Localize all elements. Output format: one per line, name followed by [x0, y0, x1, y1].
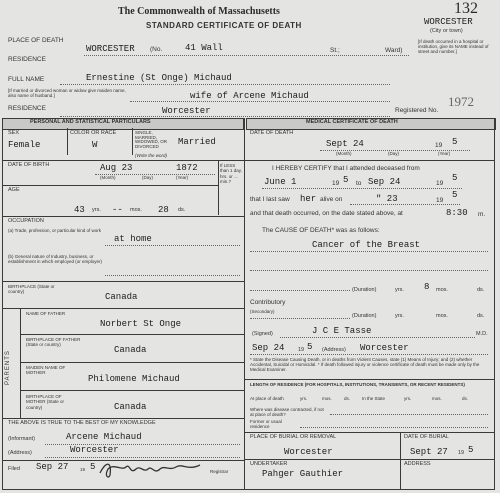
registered-no-label: Registered No. [395, 107, 439, 114]
informant-value: Arcene Michaud [66, 432, 142, 442]
informant-address-value: Worcester [70, 445, 119, 455]
residence-value: Worcester [162, 106, 211, 116]
cause-label: The CAUSE OF DEATH* was as follows: [262, 227, 380, 234]
less-than-label: If LESS than 1 day, hrs. or ... min.? [220, 163, 242, 185]
secondary-label: (Secondary) [250, 309, 275, 314]
city-town-value: WORCESTER [424, 17, 473, 27]
dod-year-prefix: 19 [435, 142, 443, 149]
occupation-b-label: (b) General nature of Industry, business, or establishment in which employed (or employer) [8, 254, 103, 264]
to-label: to [356, 180, 362, 187]
mother-birthplace-value: Canada [114, 402, 147, 412]
dob-year: 1872 [176, 163, 198, 173]
cause-value: Cancer of the Breast [312, 240, 421, 250]
dod-day-caption: (Day) [388, 151, 399, 156]
contributory-yrs-label: yrs. [395, 313, 404, 319]
form-title: STANDARD CERTIFICATE OF DEATH [146, 21, 302, 30]
at-place-of-death-label: At place of death [250, 396, 284, 401]
filed-year-fragment: 5 [90, 462, 96, 472]
marital-caption: (Write the word) [135, 153, 168, 158]
full-name-value: Ernestine (St Onge) Michaud [86, 73, 232, 83]
contributory-duration-label: (Duration) [352, 313, 377, 319]
signed-year-value: 5 [307, 342, 313, 352]
father-birthplace-value: Canada [114, 345, 147, 355]
medical-section-header: MEDICAL CERTIFICATE OF DEATH [306, 119, 398, 125]
dob-month-day: Aug 23 [100, 163, 133, 173]
filed-date-value: Sep 27 [36, 462, 69, 472]
personal-section-header: PERSONAL AND STATISTICAL PARTICULARS [30, 119, 151, 125]
signer-address-value: Worcester [360, 343, 409, 353]
attended-to-year: 5 [452, 173, 458, 183]
full-name-label: FULL NAME [8, 76, 45, 83]
date-of-death-label: DATE OF DEATH [250, 130, 294, 136]
age-months-value: -- [112, 205, 123, 215]
father-name-label: NAME OF FATHER [26, 311, 66, 316]
residence-label: RESIDENCE [8, 56, 46, 63]
attended-to-date: Sep 24 [368, 177, 401, 187]
death-occurred-text: and that death occurred, on the date stated above, at [250, 210, 403, 217]
registered-no-value: 1972 [448, 94, 474, 109]
dod-year-caption: (Year) [438, 151, 451, 156]
signed-label: (Signed) [252, 331, 273, 337]
marital-status-label: SINGLE, MARRIED, WIDOWED, OR DIVORCED [135, 130, 167, 150]
age-years-label: yrs. [92, 207, 101, 213]
physician-value: J C E Tasse [312, 326, 372, 336]
at-place-mos: mos. [322, 396, 332, 401]
sheet-number: 132 [454, 0, 478, 17]
state-title: The Commonwealth of Massachusetts [118, 6, 280, 17]
signed-address-label: (Address) [322, 347, 346, 353]
age-days-label: ds. [178, 207, 186, 213]
last-saw-year-prefix: 19 [436, 197, 444, 204]
filed-label: Filed [8, 466, 20, 472]
in-state-label: In the State [362, 396, 386, 401]
burial-year-value: 5 [468, 445, 474, 455]
in-state-yrs: yrs. [404, 396, 412, 401]
death-time-value: 8:30 [446, 208, 468, 218]
registrar-label: Registrar [210, 469, 229, 474]
cause-mos-label: mos. [436, 287, 448, 293]
contributory-ds-label: ds. [477, 313, 485, 319]
occupation-label: OCCUPATION [8, 218, 44, 224]
burial-place-label: PLACE OF BURIAL OR REMOVAL [250, 434, 337, 440]
dob-month-caption: (Month) [100, 175, 116, 180]
address-label: (Address) [8, 450, 32, 456]
birthplace-value: Canada [105, 292, 138, 302]
alive-on-label: alive on [320, 196, 343, 203]
md-label: M.D. [476, 331, 488, 337]
cause-ds-label: ds. [477, 287, 485, 293]
signed-year-prefix: 19 [298, 347, 305, 353]
former-residence-label: Former or usual residence [250, 419, 282, 430]
burial-year-prefix: 19 [458, 450, 465, 456]
cause-duration-months: 8 [424, 282, 430, 292]
undertaker-label: UNDERTAKER [250, 461, 288, 467]
cause-yrs-label: yrs. [395, 287, 404, 293]
age-label: AGE [8, 187, 20, 193]
mother-name-value: Philomene Michaud [88, 374, 180, 384]
date-of-death-value: Sept 24 [326, 139, 364, 149]
to-year-prefix: 19 [436, 180, 444, 187]
marital-status-value: Married [178, 137, 216, 147]
undertaker-address-label: ADDRESS [404, 461, 431, 467]
color-race-label: COLOR OR RACE [70, 130, 117, 136]
birthplace-label: BIRTHPLACE (State or country) [8, 284, 55, 295]
age-days-value: 28 [158, 205, 169, 215]
city-town-caption: (City or town) [430, 28, 463, 34]
certify-text: I HEREBY CERTIFY that I attended deceased from [272, 165, 420, 172]
informant-label: (Informant) [8, 436, 35, 442]
hospital-note: [If death occurred in a hospital or institution, give its NAME instead of street and number.] [418, 39, 489, 54]
dob-year-caption: (Year) [176, 175, 189, 180]
mother-name-label: MAIDEN NAME OF MOTHER [26, 365, 66, 376]
dod-month-caption: (Month) [336, 151, 352, 156]
dob-day-caption: (Day) [142, 175, 153, 180]
maiden-name-note: [If married or divorced woman or widow give maiden name, also name of husband.] [8, 88, 126, 98]
true-statement-label: THE ABOVE IS TRUE TO THE BEST OF MY KNOWLEDGE [8, 420, 156, 426]
dod-year-value: 5 [452, 137, 458, 147]
last-saw-label: that I last saw [250, 196, 290, 203]
father-birthplace-label: BIRTHPLACE OF FATHER (State or country) [26, 337, 81, 348]
signed-date-value: Sep 24 [252, 343, 285, 353]
residence-label-2: RESIDENCE [8, 105, 46, 112]
no-label: (No. [150, 46, 163, 53]
ward-label: Ward) [385, 47, 403, 54]
from-year-prefix: 19 [332, 180, 340, 187]
residence-length-label: LENGTH OF RESIDENCE (FOR HOSPITALS, INSTITUTIONS, TRANSIENTS, OR RECENT RESIDENTS) [250, 382, 465, 387]
attended-from-date: June 1 [264, 177, 297, 187]
parents-label: PARENTS [5, 350, 11, 385]
sex-label: SEX [8, 130, 20, 136]
street-value: 41 Wall [185, 43, 223, 53]
street-label: St.; [330, 47, 340, 54]
last-saw-year: 5 [452, 190, 458, 200]
last-saw-date: " 23 [376, 194, 398, 204]
contributory-mos-label: mos. [436, 313, 448, 319]
contributory-label: Contributory [250, 299, 286, 306]
sex-value: Female [8, 140, 41, 150]
last-saw-pronoun: her [300, 194, 317, 204]
filed-year-prefix: 19 [80, 467, 86, 472]
burial-date-value: Sept 27 [410, 447, 448, 457]
cause-duration-label: (Duration) [352, 287, 377, 293]
in-state-ds: ds. [462, 396, 469, 401]
age-months-label: mos. [130, 207, 142, 213]
in-state-mos: mos. [432, 396, 442, 401]
where-contracted-label: Where was disease contracted, if not at place of death? [250, 407, 324, 418]
death-time-suffix: m. [478, 211, 486, 218]
undertaker-value: Pahger Gauthier [262, 469, 344, 479]
color-race-value: W [92, 140, 98, 150]
age-years-value: 43 [74, 205, 85, 215]
occupation-a-label: (a) Trade, profession, or particular kind of work [8, 228, 102, 233]
at-place-yrs: yrs. [300, 396, 308, 401]
father-name-value: Norbert St Onge [100, 319, 182, 329]
at-place-ds: ds. [344, 396, 351, 401]
attended-from-year: 5 [343, 175, 349, 185]
occupation-value: at home [114, 234, 152, 244]
registrar-signature [96, 457, 206, 481]
place-of-death-label: PLACE OF DEATH [8, 37, 64, 44]
burial-date-label: DATE OF BURIAL [404, 434, 449, 440]
mother-birthplace-label: BIRTHPLACE OF MOTHER (State or country) [26, 394, 65, 410]
burial-place-value: Worcester [284, 447, 333, 457]
husband-value: wife of Arcene Michaud [190, 91, 309, 101]
cause-footnote: * State the Disease Causing Death, or in deaths from Violent Causes, state (1) Means of Injury; and (2) whether Accidental, Suicidal or Homicidal. * If death followed injury or violence certificate of death must be made only by the Medical Examiner. [250, 357, 480, 373]
place-city-value: WORCESTER [86, 44, 135, 54]
dob-label: DATE OF BIRTH [8, 162, 50, 168]
